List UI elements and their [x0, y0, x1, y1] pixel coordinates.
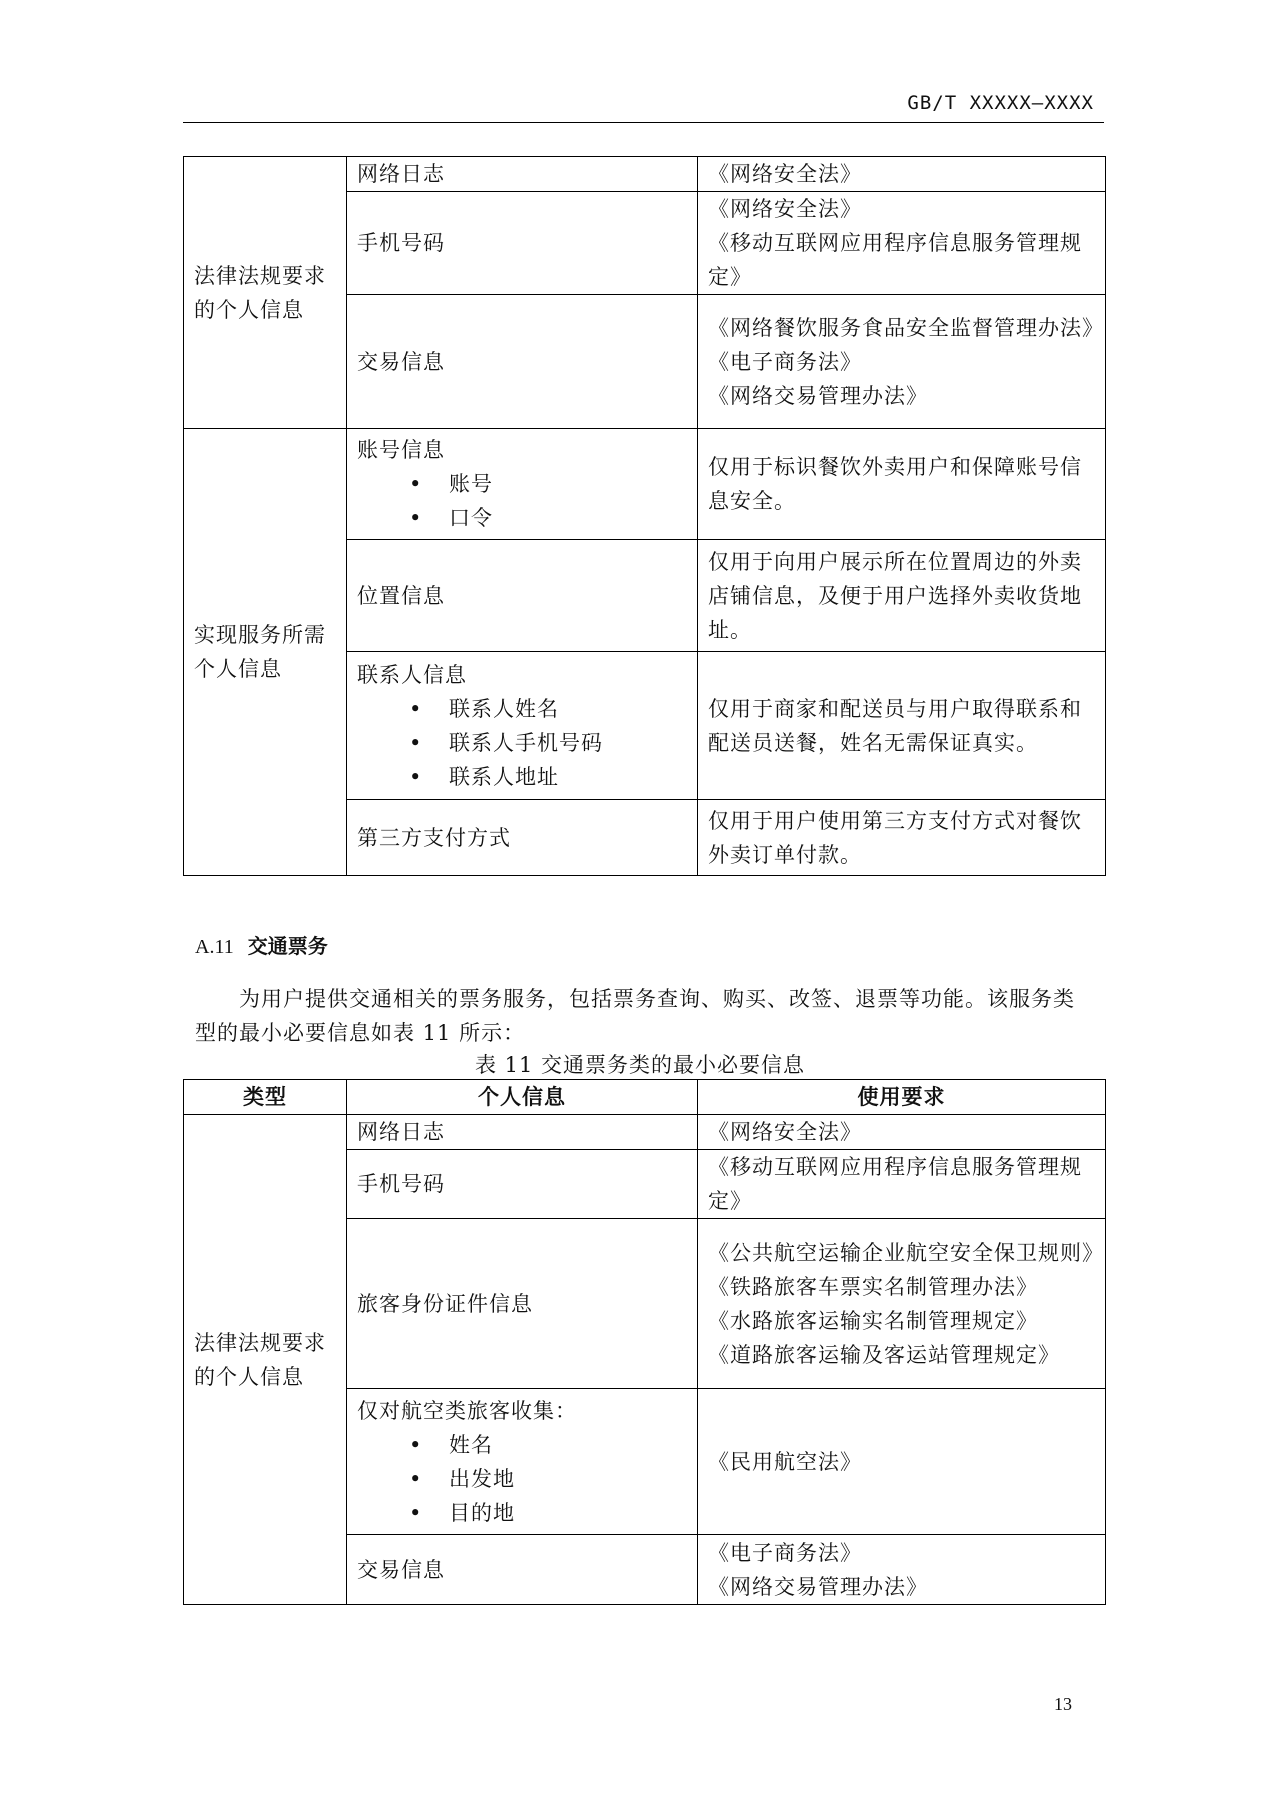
section-number: A.11 — [195, 936, 234, 958]
table-row — [184, 1115, 1106, 1150]
type-cell: 实现服务所需个人信息 — [184, 429, 347, 876]
requirement-line: 《铁路旅客车票实名制管理办法》 — [708, 1274, 1038, 1299]
requirement-line: 《移动互联网应用程序信息服务管理规定》 — [708, 231, 1082, 289]
section-heading — [195, 930, 328, 959]
info-cell: 手机号码 — [347, 1150, 698, 1219]
requirement-line: 《网络安全法》 — [708, 162, 862, 186]
info-cell: 位置信息 — [347, 540, 698, 652]
bullet-item: • 目的地 — [357, 1496, 687, 1530]
bullet-item: • 联系人手机号码 — [357, 726, 687, 760]
requirement-cell: 《网络安全法》 — [698, 1115, 1106, 1150]
info-cell: 第三方支付方式 — [347, 800, 698, 876]
table-row — [184, 157, 1106, 192]
info-heading: 联系人信息 — [357, 662, 467, 687]
requirement-cell: 仅用于标识餐饮外卖用户和保障账号信息安全。 — [698, 429, 1106, 540]
header-rule — [183, 122, 1104, 123]
info-cell: 网络日志 — [347, 1115, 698, 1150]
info-cell: 交易信息 — [347, 1535, 698, 1605]
column-header: 个人信息 — [347, 1080, 698, 1115]
requirement-cell: 《移动互联网应用程序信息服务管理规定》 — [698, 1150, 1106, 1219]
requirement-line: 《公共航空运输企业航空安全保卫规则》 — [708, 1240, 1104, 1265]
column-header: 类型 — [184, 1080, 347, 1115]
info-cell: 旅客身份证件信息 — [347, 1219, 698, 1389]
table-caption: 表 11 交通票务类的最小必要信息 — [474, 1053, 806, 1077]
requirement-line: 《道路旅客运输及客运站管理规定》 — [708, 1342, 1060, 1367]
bullet-item: • 姓名 — [357, 1428, 687, 1462]
info-cell — [347, 429, 698, 540]
info-heading: 账号信息 — [357, 438, 445, 462]
requirement-line: 《电子商务法》 — [708, 1540, 862, 1565]
table-header-row — [184, 1080, 1106, 1115]
info-cell — [347, 1389, 698, 1535]
requirement-line: 《水路旅客运输实名制管理规定》 — [708, 1308, 1038, 1333]
requirement-cell — [698, 1219, 1106, 1389]
bullet-item: • 账号 — [357, 467, 687, 501]
column-header: 使用要求 — [698, 1080, 1106, 1115]
table-row — [184, 429, 1106, 540]
requirement-cell — [698, 1535, 1106, 1605]
info-cell: 交易信息 — [347, 295, 698, 429]
section-title: 交通票务 — [247, 934, 328, 958]
bullet-item: • 口令 — [357, 501, 687, 535]
requirement-line: 《网络安全法》 — [708, 197, 862, 221]
requirement-cell: 仅用于向用户展示所在位置周边的外卖店铺信息，及便于用户选择外卖收货地址。 — [698, 540, 1106, 652]
requirement-cell — [698, 295, 1106, 429]
requirement-line: 《网络交易管理办法》 — [708, 383, 928, 408]
type-cell: 法律法规要求的个人信息 — [184, 157, 347, 429]
requirement-cell: 仅用于商家和配送员与用户取得联系和配送员送餐，姓名无需保证真实。 — [698, 652, 1106, 800]
page-number: 13 — [1054, 1694, 1072, 1714]
requirement-cell: 《民用航空法》 — [698, 1389, 1106, 1535]
info-table-11 — [183, 1079, 1106, 1605]
bullet-item: • 联系人地址 — [357, 760, 687, 794]
section-paragraph: 为用户提供交通相关的票务服务，包括票务查询、购买、改签、退票等功能。该服务类型的最小必要信息如表 11 所示： — [195, 987, 1075, 1045]
info-bullet-list — [357, 692, 687, 794]
type-cell: 法律法规要求的个人信息 — [184, 1115, 347, 1605]
requirement-line: 《网络餐饮服务食品安全监督管理办法》 — [708, 315, 1104, 340]
requirement-cell: 仅用于用户使用第三方支付方式对餐饮外卖订单付款。 — [698, 800, 1106, 876]
bullet-item: • 联系人姓名 — [357, 692, 687, 726]
standard-code: GB/T XXXXX—XXXX — [907, 92, 1094, 114]
requirement-cell — [698, 157, 1106, 192]
info-bullet-list — [357, 1428, 687, 1530]
info-table-continued — [183, 156, 1106, 876]
info-heading: 仅对航空类旅客收集： — [357, 1398, 577, 1423]
info-cell: 手机号码 — [347, 192, 698, 295]
info-cell — [347, 652, 698, 800]
info-bullet-list — [357, 467, 687, 535]
bullet-item: • 出发地 — [357, 1462, 687, 1496]
requirement-cell — [698, 192, 1106, 295]
requirement-line: 《网络交易管理办法》 — [708, 1574, 928, 1599]
info-cell: 网络日志 — [347, 157, 698, 192]
requirement-line: 《电子商务法》 — [708, 349, 862, 374]
